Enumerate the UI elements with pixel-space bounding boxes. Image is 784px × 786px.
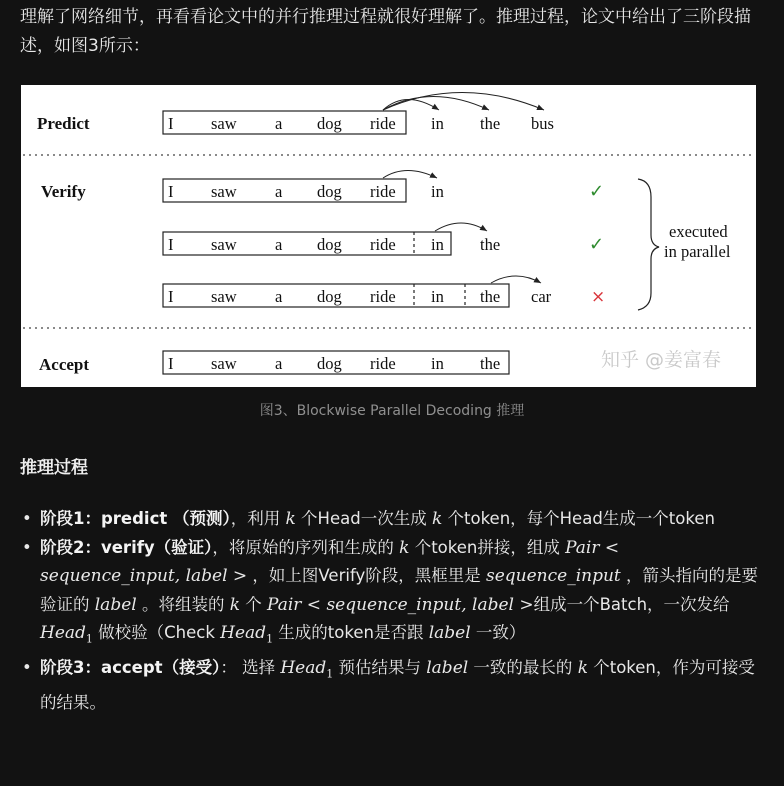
token: the: [480, 287, 501, 306]
parallel-note-line2: in parallel: [664, 242, 731, 261]
step2-title: 阶段2：verify（验证）: [40, 537, 213, 557]
math-k: k: [431, 509, 443, 529]
token: saw: [211, 235, 237, 254]
token: ride: [370, 182, 396, 201]
token: in: [431, 287, 444, 306]
parallel-brace: [638, 179, 659, 310]
token: the: [480, 354, 501, 373]
step1-title: 阶段1：predict （预测）: [40, 509, 231, 528]
step3-text: 个token，作为可接受的结果。: [40, 657, 755, 712]
token: dog: [317, 287, 342, 306]
math-head: Head$_1$: [220, 623, 274, 646]
prediction-arrow: [383, 93, 544, 111]
watermark: 知乎 @姜富春: [601, 349, 722, 371]
math-pair: Pair < sequence_input, label >: [40, 537, 620, 586]
token: ride: [370, 235, 396, 254]
math-pair: Pair < sequence_input, label >: [267, 594, 534, 615]
token: I: [168, 354, 174, 373]
token: a: [275, 354, 283, 373]
step3-title: 阶段3：accept（接受）: [40, 657, 221, 677]
token: a: [275, 114, 283, 133]
token: ride: [370, 114, 396, 133]
step2-text: 组成一个Batch，一次发给: [533, 594, 730, 614]
token: a: [275, 182, 283, 201]
token: I: [168, 235, 174, 254]
token: in: [431, 114, 444, 133]
step2-text: 一致）: [470, 623, 526, 642]
stage-label-verify: Verify: [41, 182, 86, 201]
verify-arrow: [491, 276, 541, 283]
list-item: • 阶段3：accept（接受）： 选择 Head$_1$ 预估结果与 label 一致的最长的 k 个token，作为可接受的结果。: [22, 657, 755, 712]
step1-text: ，利用: [230, 509, 286, 528]
step1-text: 个token，每个Head生成一个token: [442, 509, 715, 528]
step2-text: ，箭头指向的是要验证的: [40, 566, 758, 614]
token: car: [531, 287, 552, 306]
cross-mark: ×: [591, 287, 606, 307]
token: saw: [211, 287, 237, 306]
math-head: Head$_1$: [40, 623, 93, 646]
check-mark: ✓: [589, 181, 605, 202]
step2-text: ，将原始的序列和生成的: [212, 537, 400, 557]
token: in: [431, 182, 444, 201]
token: the: [480, 235, 501, 254]
step2-text: 生成的token是否跟: [273, 623, 429, 642]
prediction-arrow: [383, 100, 439, 111]
token: I: [168, 114, 174, 133]
step2-text: ，如上图Verify阶段，黑框里是: [247, 566, 486, 585]
token: in: [431, 354, 444, 373]
check-mark: ✓: [589, 234, 605, 255]
token: dog: [317, 182, 342, 201]
math-k: k: [229, 594, 241, 615]
step2-text: 。将组装的: [136, 594, 230, 614]
token: saw: [211, 354, 237, 373]
verify-arrow: [383, 171, 437, 179]
step3-text: 预估结果与: [333, 657, 427, 677]
token: in: [431, 235, 444, 254]
figure-blockwise-parallel-decoding: [21, 85, 756, 387]
math-k: k: [285, 509, 296, 529]
token: a: [275, 235, 283, 254]
token: dog: [317, 114, 342, 133]
token: a: [275, 287, 283, 306]
figure-caption: 图3、Blockwise Parallel Decoding 推理: [259, 403, 525, 419]
steps-list: [20, 505, 760, 717]
token: dog: [317, 235, 342, 254]
verify-arrow: [435, 223, 487, 231]
step2-text: 个token拼接，组成: [409, 537, 566, 557]
token: saw: [211, 114, 237, 133]
figure-diagram: [21, 85, 756, 387]
math-label: label: [426, 657, 469, 678]
token: ride: [370, 287, 396, 306]
step3-text: 一致的最长的: [468, 657, 578, 677]
stage-label-accept: Accept: [39, 355, 90, 374]
step2-text: 个: [240, 594, 268, 614]
token: saw: [211, 182, 237, 201]
math-label: label: [428, 623, 471, 643]
parallel-note-line1: executed: [669, 222, 728, 241]
token: I: [168, 182, 174, 201]
step1-text: 个Head一次生成: [295, 509, 432, 528]
math-k: k: [399, 537, 410, 558]
sequence-box: [163, 232, 451, 255]
stage-label-predict: Predict: [37, 114, 90, 133]
intro-paragraph: 理解了网络细节，再看看论文中的并行推理过程就很好理解了。推理过程，论文中给出了三阶段描述，如图3所示：: [20, 7, 751, 56]
list-item: • 阶段2：verify（验证），将原始的序列和生成的 k 个token拼接，组成 Pair < sequence_input, label > ，如上图Verify阶段，黑框里是 sequence_input ，箭头指向的是要验证的 label 。将组装的 k 个 Pair < sequence_input, label >组成一个Batch，一次发给 Head$_1$ 做校验（Check Head$_1$ 生成的token是否跟 label 一致）: [22, 537, 758, 646]
math-label: label: [94, 594, 137, 615]
step2-text: 做校验（Check: [92, 623, 221, 642]
token: ride: [370, 354, 396, 373]
token: the: [480, 114, 501, 133]
step3-text: ： 选择: [220, 657, 281, 677]
math-k: k: [577, 657, 588, 678]
token: bus: [531, 114, 554, 133]
math-head: Head$_1$: [280, 657, 334, 681]
token: dog: [317, 354, 342, 373]
math-sequence-input: sequence_input: [485, 566, 621, 586]
token: I: [168, 287, 174, 306]
section-title: 推理过程: [20, 458, 88, 478]
list-item: • 阶段1：predict （预测），利用 k 个Head一次生成 k 个token，每个Head生成一个token: [22, 509, 715, 529]
